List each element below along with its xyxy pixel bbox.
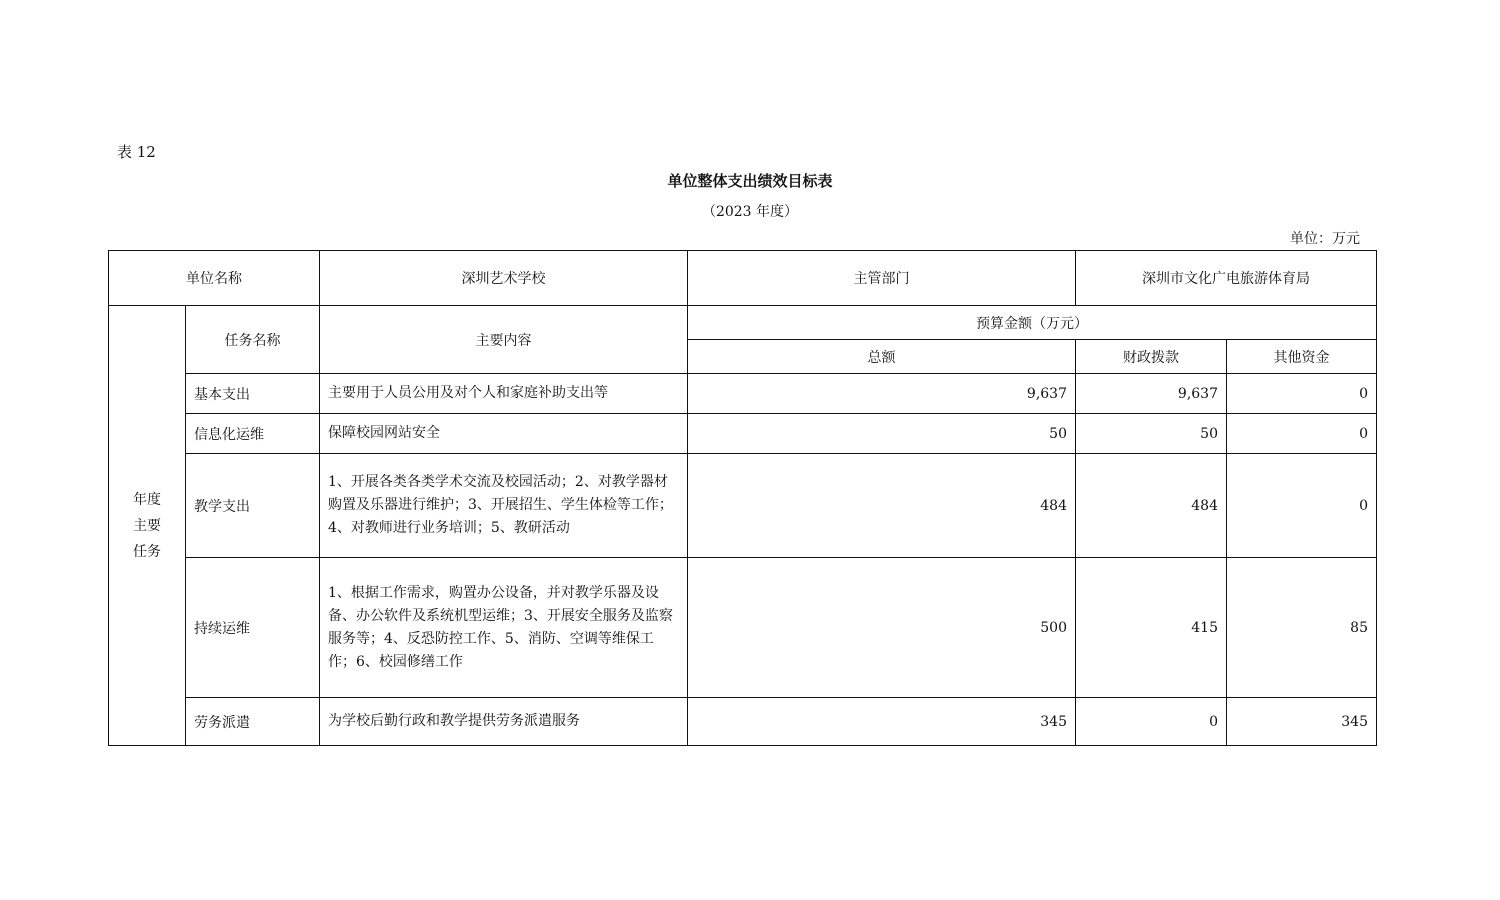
unit-name-label: 单位名称 bbox=[109, 251, 320, 306]
task-fiscal-cell: 0 bbox=[1076, 698, 1227, 746]
department-label: 主管部门 bbox=[688, 251, 1076, 306]
table-row bbox=[109, 414, 1377, 454]
main-content-header: 主要内容 bbox=[320, 306, 688, 374]
task-content-cell: 1、根据工作需求，购置办公设备，并对教学乐器及设备、办公软件及系统机型运维；3、开展安全服务及监察服务等；4、反恐防控工作、5、消防、空调等维保工作；6、校园修缮工作 bbox=[320, 558, 688, 698]
task-content-cell: 主要用于人员公用及对个人和家庭补助支出等 bbox=[320, 374, 688, 414]
performance-target-table bbox=[108, 250, 1377, 746]
department-value: 深圳市文化广电旅游体育局 bbox=[1076, 251, 1377, 306]
task-name-cell: 信息化运维 bbox=[186, 414, 320, 454]
task-other-cell: 0 bbox=[1227, 374, 1377, 414]
task-total-cell: 484 bbox=[688, 454, 1076, 558]
task-name-cell: 持续运维 bbox=[186, 558, 320, 698]
task-fiscal-cell: 9,637 bbox=[1076, 374, 1227, 414]
task-total-cell: 345 bbox=[688, 698, 1076, 746]
table-row bbox=[109, 698, 1377, 746]
table-row-unit-info bbox=[109, 251, 1377, 306]
annual-tasks-section-label bbox=[109, 306, 186, 746]
table-row bbox=[109, 454, 1377, 558]
table-row bbox=[109, 374, 1377, 414]
document-year: （2023 年度） bbox=[701, 204, 799, 220]
task-name-cell: 劳务派遣 bbox=[186, 698, 320, 746]
document-title: 单位整体支出绩效目标表 bbox=[667, 172, 833, 190]
task-fiscal-cell: 50 bbox=[1076, 414, 1227, 454]
task-name-cell: 教学支出 bbox=[186, 454, 320, 558]
task-total-cell: 50 bbox=[688, 414, 1076, 454]
task-other-cell: 0 bbox=[1227, 454, 1377, 558]
table-number-label: 表 12 bbox=[117, 143, 156, 161]
unit-name-value: 深圳艺术学校 bbox=[320, 251, 688, 306]
task-content-cell: 保障校园网站安全 bbox=[320, 414, 688, 454]
budget-amount-header: 预算金额（万元） bbox=[688, 306, 1377, 340]
task-fiscal-cell: 484 bbox=[1076, 454, 1227, 558]
task-total-cell: 500 bbox=[688, 558, 1076, 698]
task-other-cell: 345 bbox=[1227, 698, 1377, 746]
task-content-cell: 为学校后勤行政和教学提供劳务派遣服务 bbox=[320, 698, 688, 746]
task-name-cell: 基本支出 bbox=[186, 374, 320, 414]
task-total-cell: 9,637 bbox=[688, 374, 1076, 414]
task-other-cell: 0 bbox=[1227, 414, 1377, 454]
task-content-cell: 1、开展各类各类学术交流及校园活动；2、对教学器材购置及乐器进行维护；3、开展招生、学生体检等工作；4、对教师进行业务培训；5、教研活动 bbox=[320, 454, 688, 558]
fiscal-header: 财政拨款 bbox=[1076, 340, 1227, 374]
total-header: 总额 bbox=[688, 340, 1076, 374]
table-row bbox=[109, 558, 1377, 698]
other-funds-header: 其他资金 bbox=[1227, 340, 1377, 374]
annual-tasks-section-text: 年度 主要 任务 bbox=[133, 491, 161, 560]
task-name-header: 任务名称 bbox=[186, 306, 320, 374]
task-fiscal-cell: 415 bbox=[1076, 558, 1227, 698]
currency-unit-label: 单位：万元 bbox=[1290, 231, 1360, 247]
table-row-header bbox=[109, 306, 1377, 340]
task-other-cell: 85 bbox=[1227, 558, 1377, 698]
